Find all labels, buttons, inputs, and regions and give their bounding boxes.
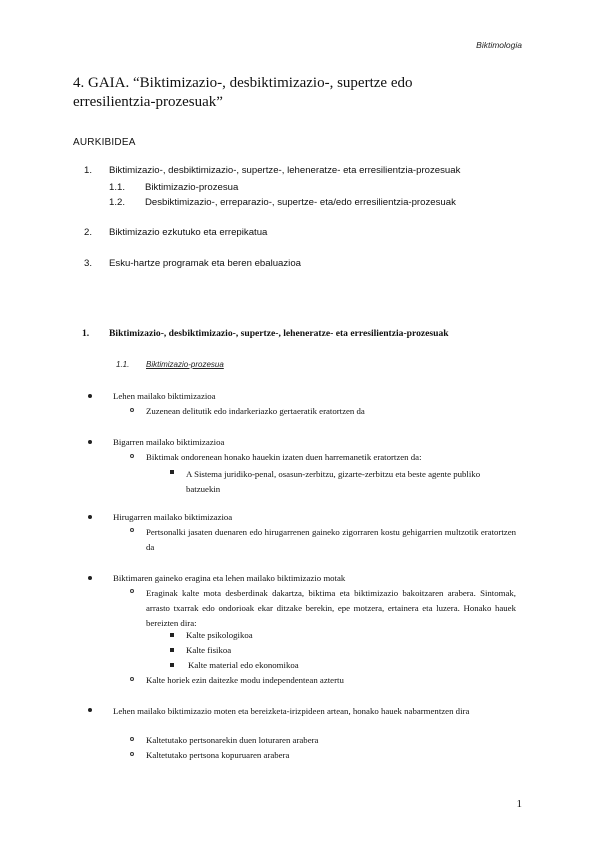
toc-item-label: Esku-hartze programak eta beren ebaluazioa xyxy=(109,258,301,269)
kalte-text: Kalte fisikoa xyxy=(186,645,232,655)
document-title: 4. GAIA. “Biktimizazio-, desbiktimizazio-, supertze edo erresilientzia-prozesuak” xyxy=(73,75,413,110)
toc-item-label: Desbiktimizazio-, erreparazio-, supertze- eta/edo erresilientzia-prozesuak xyxy=(145,197,456,208)
bullet-lehen xyxy=(88,391,508,403)
kalte-text: Kalte material edo ekonomikoa xyxy=(188,660,299,670)
bullet-label: Biktimaren gaineko eragina eta lehen mailako biktimizazio motak xyxy=(113,573,346,583)
subsection-title: Biktimizazio-prozesua xyxy=(146,360,224,369)
toc-heading: AURKIBIDEA xyxy=(73,137,136,148)
running-header: Biktimologia xyxy=(476,40,522,50)
bullet-dot-icon xyxy=(88,515,92,519)
subbullet-text: Pertsonalki jasaten duenaren edo hirugarrenen gaineko zigorraren kostu gehigarrien multzotik eratortzen da xyxy=(146,527,516,552)
bullet-square-icon xyxy=(170,648,174,652)
subsubbullet-text: A Sistema juridiko-penal, osasun-zerbitzu, gizarte-zerbitzu eta beste agente publiko batzuekin xyxy=(186,469,481,494)
subbullet xyxy=(130,735,510,747)
bullet-label: Bigarren mailako biktimizazioa xyxy=(113,437,225,447)
subbullet xyxy=(130,525,520,555)
bullet-square-icon xyxy=(170,633,174,637)
bullet-label: Lehen mailako biktimizazio moten eta bereizketa-irizpideen artean, honako hauek nabarmentzen dira xyxy=(113,706,470,716)
subbullet xyxy=(130,586,520,632)
bullet-circle-icon xyxy=(130,752,134,756)
bullet-circle-icon xyxy=(130,589,134,593)
toc-item-number: 1.2. xyxy=(109,197,126,208)
bullet-square-icon xyxy=(170,663,174,667)
toc-item-label: Biktimizazio-prozesua xyxy=(145,182,239,193)
toc-item-number: 2. xyxy=(84,227,93,238)
bullet-eragina xyxy=(88,573,508,585)
toc-item-label: Biktimizazio ezkutuko eta errepikatua xyxy=(109,227,268,238)
bullet-circle-icon xyxy=(130,528,134,532)
section-number: 1. xyxy=(82,328,90,339)
subbullet-text: Kaltetutako pertsona kopuruaren arabera xyxy=(146,750,290,760)
subbullet-text: Zuzenean delitutik edo indarkeriazko gertaeratik eratortzen da xyxy=(146,406,365,416)
subbullet-text: Kalte horiek ezin daitezke modu independentean aztertu xyxy=(146,675,344,685)
bullet-circle-icon xyxy=(130,408,134,412)
toc-item-label: Biktimizazio-, desbiktimizazio-, supertze-, leheneratze- eta erresilientzia-prozesuak xyxy=(109,165,461,176)
kalte-item xyxy=(170,645,370,657)
subbullet-text: Eraginak kalte mota desberdinak dakartza, biktima eta biktimizazio bakoitzaren arabera. Sintomak, arrasto txarrak edo ondorioak ekar ditzake berekin, epe motzera, ertainera eta luzera. Honako hauek bereizten dira: xyxy=(146,588,516,628)
page-number: 1 xyxy=(516,798,522,810)
bullet-dot-icon xyxy=(88,576,92,580)
subbullet xyxy=(130,406,510,418)
subbullet xyxy=(130,675,510,687)
subbullet-text: Biktimak ondorenean honako hauekin izaten duen harremanetik eratortzen da: xyxy=(146,452,422,462)
toc-item-3[interactable] xyxy=(0,258,600,272)
subsection-heading xyxy=(116,360,316,372)
toc-item-1[interactable] xyxy=(0,165,600,179)
bullet-hirugarren xyxy=(88,512,508,524)
bullet-bigarren xyxy=(88,437,508,449)
toc-item-number: 3. xyxy=(84,258,93,269)
subbullet xyxy=(130,750,510,762)
toc-item-number: 1.1. xyxy=(109,182,126,193)
kalte-text: Kalte psikologikoa xyxy=(186,630,253,640)
subbullet xyxy=(130,452,510,464)
kalte-item xyxy=(170,630,370,642)
bullet-circle-icon xyxy=(130,737,134,741)
bullet-dot-icon xyxy=(88,394,92,398)
toc-item-number: 1. xyxy=(84,165,93,176)
bullet-square-icon xyxy=(170,470,174,474)
section-title: Biktimizazio-, desbiktimizazio-, supertze-, leheneratze- eta erresilientzia-prozesuak xyxy=(109,328,449,339)
section-heading xyxy=(82,328,542,342)
bullet-circle-icon xyxy=(130,677,134,681)
bullet-circle-icon xyxy=(130,454,134,458)
subbullet-text: Kaltetutako pertsonarekin duen loturaren arabera xyxy=(146,735,319,745)
kalte-item xyxy=(170,660,370,672)
bullet-label: Hirugarren mailako biktimizazioa xyxy=(113,512,233,522)
bullet-dot-icon xyxy=(88,440,92,444)
toc-item-2[interactable] xyxy=(0,227,600,241)
toc-item-1-1[interactable] xyxy=(0,182,600,196)
subsubbullet xyxy=(170,467,510,497)
bullet-motak xyxy=(88,704,528,734)
bullet-dot-icon xyxy=(88,708,92,712)
bullet-label: Lehen mailako biktimizazioa xyxy=(113,391,216,401)
toc-item-1-2[interactable] xyxy=(0,197,600,211)
subsection-number: 1.1. xyxy=(116,360,130,369)
